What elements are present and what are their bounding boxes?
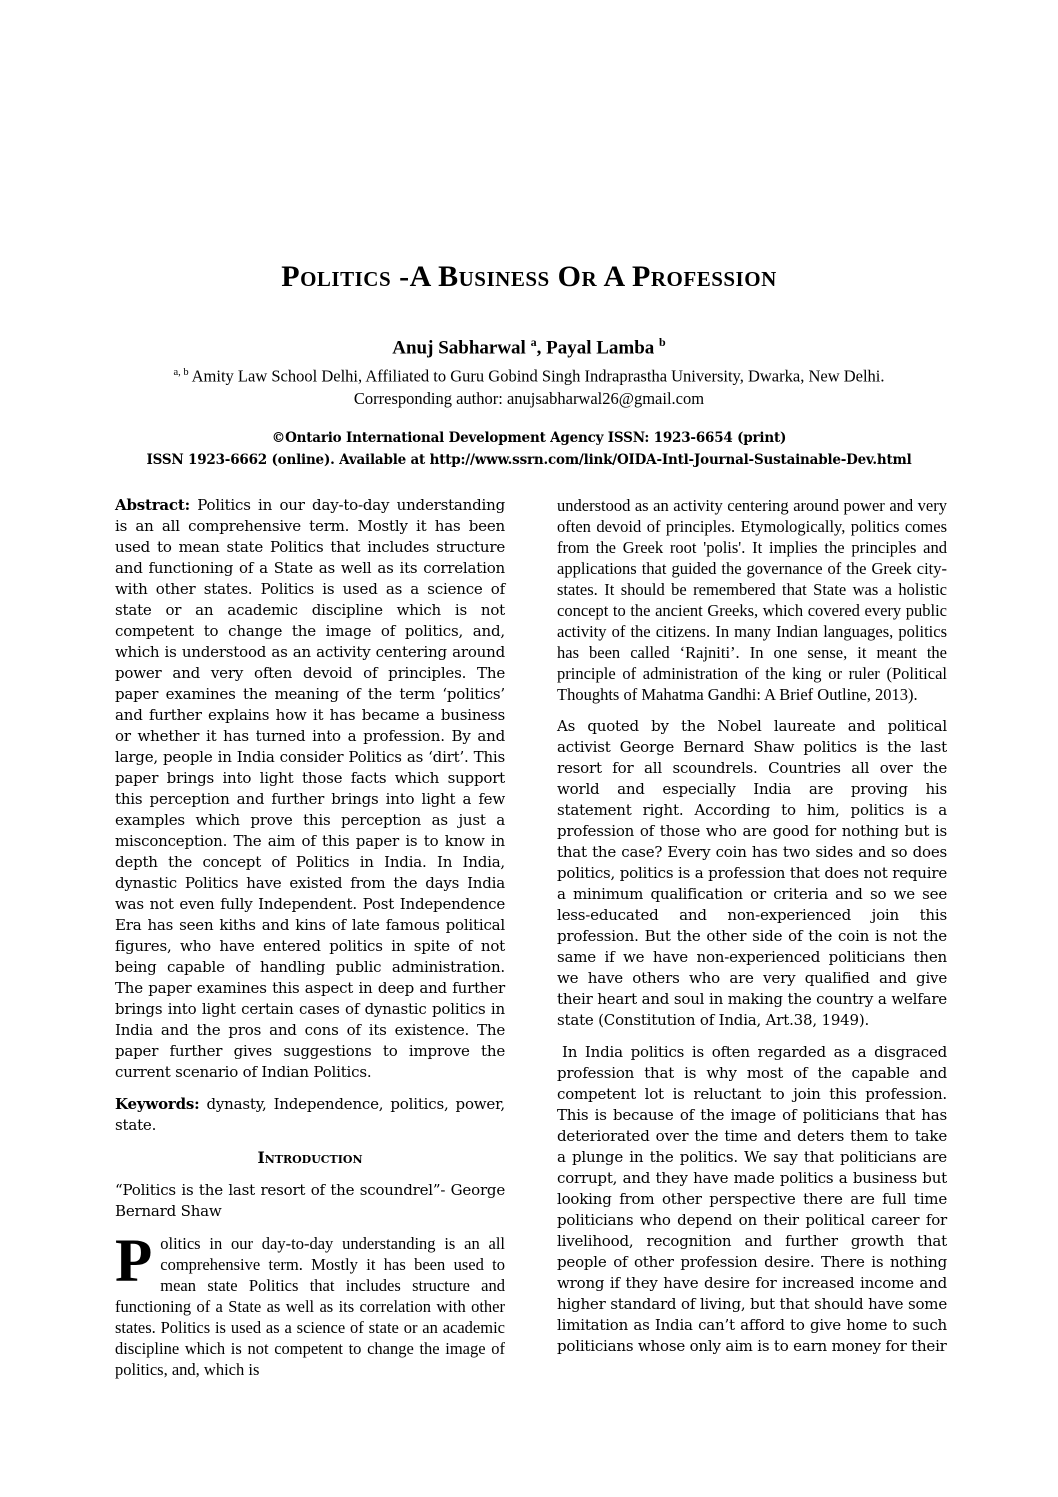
- affiliation-text: Amity Law School Delhi, Affiliated to Guru Gobind Singh Indraprastha University, Dwarka, New Delhi.: [191, 366, 885, 386]
- epigraph-quote: “Politics is the last resort of the scoundrel”- George Bernard Shaw: [115, 1180, 505, 1220]
- paper-title: Politics -A Business Or A Profession: [281, 260, 777, 293]
- author-separator: ,: [536, 337, 547, 359]
- body-paragraph-disgraced-profession: In India politics is often regarded as a disgraced profession that is why most of the capable and competent lot is reluctant to join this profession. This is because of the image of politicians that has deteriorated over the time and deters them to take a plunge in the politics. We say that politicians are corrupt, and they have made politics a business but looking from other perspective there are full time politicians who depend on their political career for livelihood, recognition and further growth that people of other profession desire. There is nothing wrong if they have desire for increased income and higher standard of living, but that should have some limitation as India can’t afford to give home to such politicians whose only aim is to earn money for their: [557, 1042, 947, 1355]
- introduction-opening-paragraph: [115, 1227, 505, 1380]
- author-name-2: Payal Lamba: [546, 337, 655, 359]
- affiliation-line: [0, 362, 1058, 388]
- keywords-label: Keywords:: [115, 1094, 200, 1113]
- keywords-text: dynasty, Independence, politics, power, state.: [115, 1094, 505, 1134]
- two-column-body: [115, 495, 947, 1391]
- paper-header: [0, 0, 1058, 471]
- authors-line: [0, 330, 1058, 360]
- publisher-issn-block: [0, 427, 1058, 471]
- publisher-issn-print-line: ©Ontario International Development Agency ISSN: 1923-6654 (print): [271, 429, 787, 446]
- body-paragraph-shaw-quote: As quoted by the Nobel laureate and political activist George Bernard Shaw politics is the last resort for all scoundrels. Countries all over the world and especially India are proving his statement right. According to him, politics is a profession of those who are good for nothing but is that the case? Every coin has two sides and so does politics, politics is a profession that does not require a minimum qualification or criteria and so we see less-educated and non-experienced join this profession. But the other side of the coin is not the same if we have non-experienced politicians then we have others who are very qualified and give their heart and soul in making the country a welfare state (Constitution of India, Art.38, 1949).: [557, 716, 947, 1029]
- right-column: [557, 495, 947, 1391]
- abstract-label: Abstract:: [115, 495, 190, 514]
- publisher-issn-online-line: ISSN 1923-6662 (online). Available at http://www.ssrn.com/link/OIDA-Intl-Journal-Sustainable-Dev.html: [146, 451, 912, 468]
- keywords-paragraph: [115, 1094, 505, 1136]
- affiliation-superscript: a, b: [173, 367, 189, 379]
- corresponding-author-line: Corresponding author: anujsabharwal26@gmail.com: [353, 388, 705, 408]
- abstract-text: Politics in our day-to-day understanding is an all comprehensive term. Mostly it has been used to mean state Politics that includes structure and functioning of a State as well as its correlation with other states. Politics is used as a science of state or an academic discipline which is not competent to change the image of politics, and, which is understood as an activity centering around power and very often devoid of principles. The paper examines the meaning of the term ‘politics’ and further explains how it has became a business or whether it has turned into a profession. By and large, people in India consider Politics as ‘dirt’. This paper brings into light those facts which support this perception and further brings into light a few examples which prove this perception as just a misconception. The aim of this paper is to know in depth the concept of Politics in India. In India, dynastic Politics have existed from the days India was not even fully Independent. Post Independence Era has seen kiths and kins of late famous political figures, who have entered politics in spite of not being capable of handling public administration. The paper examines this aspect in deep and further brings into light certain cases of dynastic politics in India and the pros and cons of its existence. The paper further gives suggestions to improve the current scenario of Indian Politics.: [115, 495, 505, 1081]
- drop-cap-letter: P: [115, 1227, 153, 1295]
- introduction-opening-text: olitics in our day-to-day understanding is an all comprehensive term. Mostly it has been used to mean state Politics that includes structure and functioning of a State as well as its correlation with other states. Politics is used as a science of state or an academic discipline which is not competent to change the image of politics, and, which is: [115, 1233, 505, 1379]
- author-superscript-a: a: [530, 335, 537, 349]
- author-name-1: Anuj Sabharwal: [392, 337, 526, 359]
- author-superscript-b: b: [659, 335, 666, 349]
- introduction-heading: Introduction: [257, 1147, 363, 1167]
- left-column: [115, 495, 505, 1391]
- body-paragraph-continuation: understood as an activity centering around power and very often devoid of principles. Etymologically, politics comes from the Greek root 'polis'. It implies the principles and applications that guided the governance of the Greek city-states. It should be remembered that State was a holistic concept to the ancient Greeks, which covered every public activity of the citizens. In many Indian languages, politics has been called ‘Rajniti’. In one sense, it meant the principle of administration of the king or ruler (Political Thoughts of Mahatma Gandhi: A Brief Outline, 2013).: [557, 495, 947, 704]
- abstract-paragraph: [115, 495, 505, 1083]
